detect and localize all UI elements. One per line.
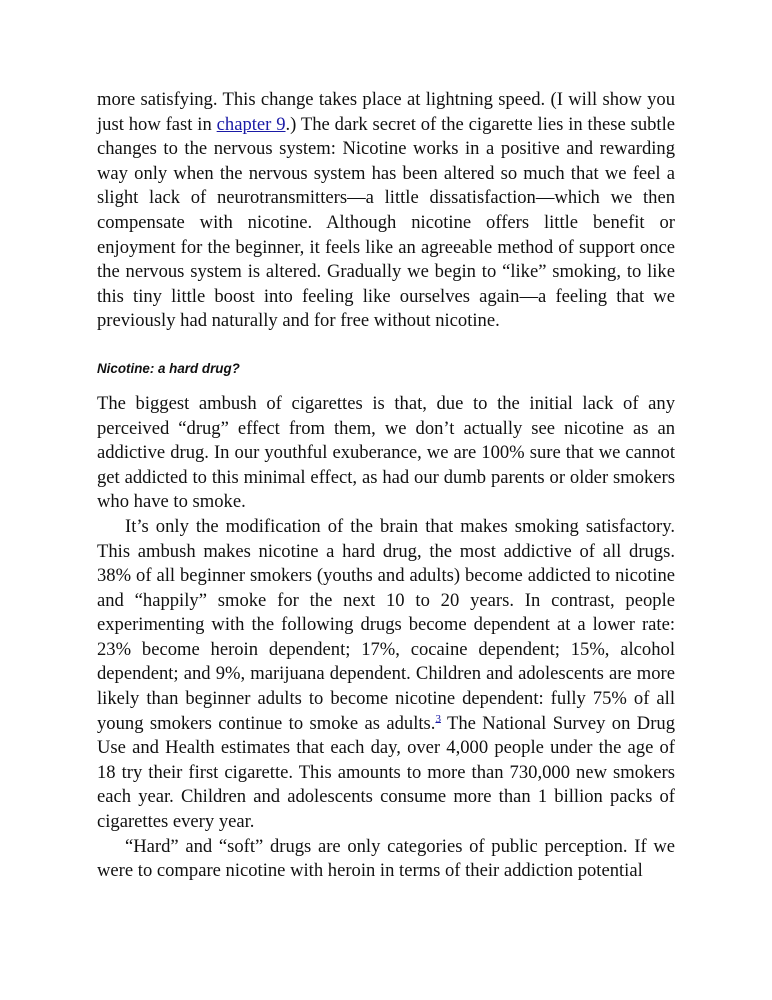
paragraph-nervous-system xyxy=(97,88,675,334)
document-page xyxy=(97,88,675,884)
paragraph-text: The National Survey on Drug Use and Health estimates that each day, over 4,000 people under the age of 18 try their first cigarette. This amounts to more than 730,000 new smokers each year. Children and adolescents consume more than 1 billion packs of cigarettes every year. xyxy=(97,712,676,833)
paragraph-ambush: The biggest ambush of cigarettes is that, due to the initial lack of any perceived “drug” effect from them, we don’t actually see nicotine as an addictive drug. In our youthful exuberance, we are 100% sure that we cannot get addicted to this minimal effect, as had our dumb parents or older smokers who have to smoke. xyxy=(97,392,675,513)
section-heading: Nicotine: a hard drug? xyxy=(97,360,240,376)
paragraph-hard-drug-statistics xyxy=(97,515,675,835)
paragraph-text: more satisfying. This change takes place at lightning speed. (I will show you just how fast in xyxy=(97,89,675,135)
chapter-9-link[interactable]: chapter 9 xyxy=(216,113,286,135)
paragraph-text: It’s only the modification of the brain that makes smoking satisfactory. This ambush makes nicotine a hard drug, the most addictive of all drugs. 38% of all beginner smokers (youths and adults) become addicted to nicotine and “happily” smoke for the next 10 to 20 years. In contrast, people experimenting with the following drugs become dependent at a lower rate: 23% become heroin dependent; 17%, cocaine dependent; 15%, alcohol dependent; and 9%, marijuana dependent. Children and adolescents are more likely than beginner adults to become nicotine dependent: fully 75% of all young smokers continue to smoke as adults. xyxy=(97,515,675,734)
paragraph-hard-soft-drugs: “Hard” and “soft” drugs are only categories of public perception. If we were to compare nicotine with heroin in terms of their addiction potential xyxy=(97,835,675,882)
paragraph-text: .) The dark secret of the cigarette lies in these subtle changes to the nervous system: Nicotine works in a positive and rewarding way only when the nervous system has been altered so much that we feel a slight lack of neurotransmitters—a little dissatisfaction—which we then compensate with nicotine. Although nicotine offers little benefit or enjoyment for the beginner, it feels like an agreeable method of support once the nervous system is altered. Gradually we begin to “like” smoking, to like this tiny little boost into feeling like ourselves again—a feeling that we previously had naturally and for free without nicotine. xyxy=(97,113,676,332)
footnote-link[interactable]: 3 xyxy=(435,712,441,725)
